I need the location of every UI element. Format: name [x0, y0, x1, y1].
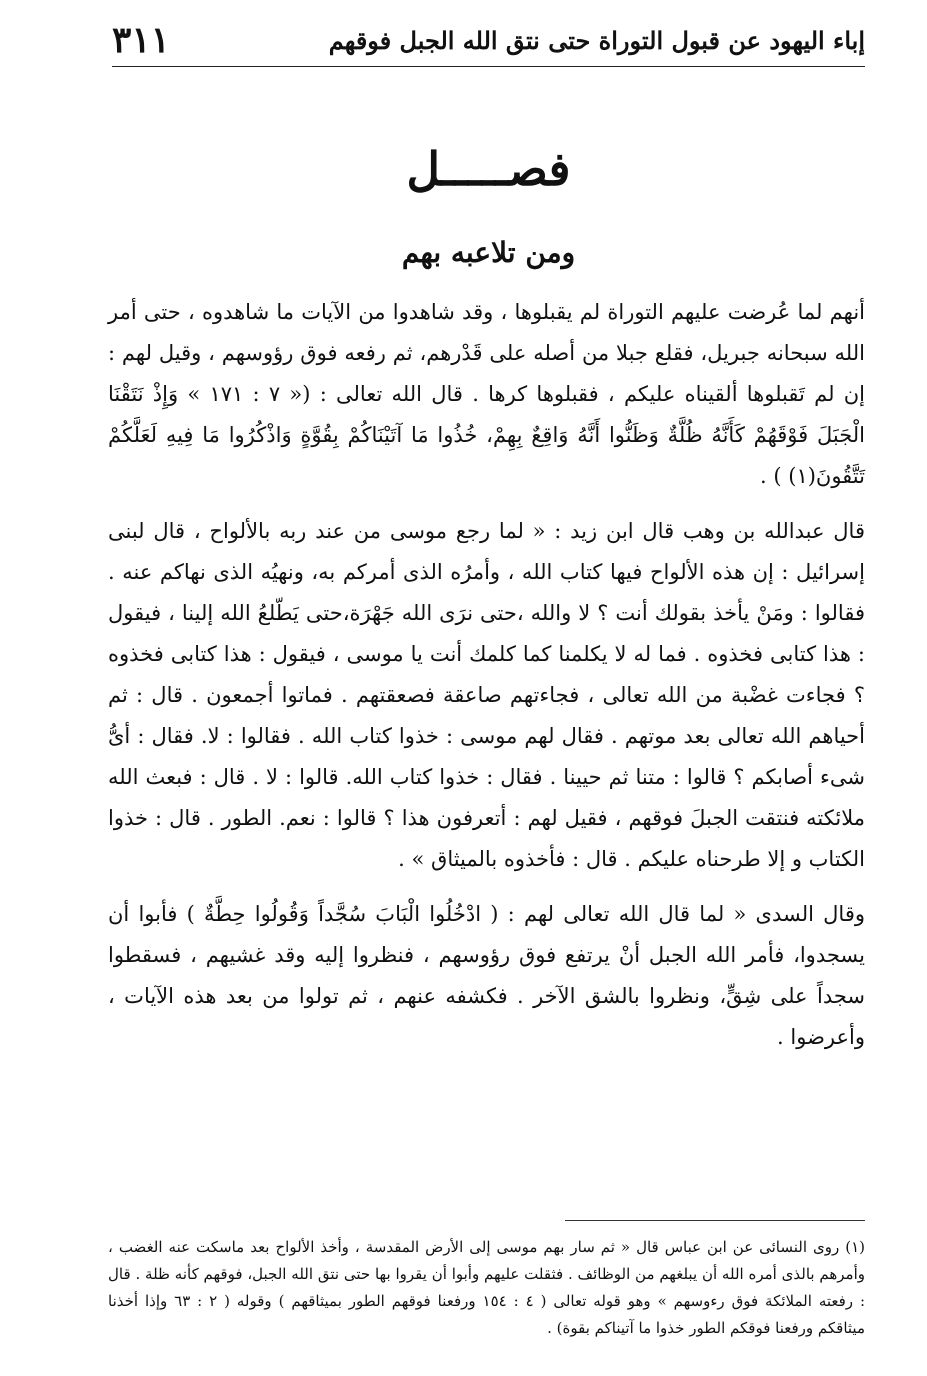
- footnote-text: (١) روى النسائى عن ابن عباس قال « ثم سار بهم موسى إلى الأرض المقدسة ، وأخذ الألواح بعد ماسكت عنه الغضب ، وأمرهم بالذى أمره الله أن يبلغهم من الوظائف . فثقلت عليهم وأبوا أن يقروا بها حتى نتق الله الجبل، فوقهم كأنه ظلة . قال : رفعته الملائكة فوق رءوسهم » وهو قوله تعالى ( ٤ : ١٥٤ ورفعنا فوقهم الطور بميثاقهم ) وقوله ( ٢ : ٦٣ وإذا أخذنا ميثاقكم ورفعنا فوقكم الطور خذوا ما آتيناكم بقوة) .: [108, 1238, 865, 1337]
- header-divider: [112, 66, 865, 67]
- page-number: ٣١١: [112, 19, 171, 61]
- paragraph: قال عبدالله بن وهب قال ابن زيد : « لما رجع موسى من عند ربه بالألواح ، قال لبنى إسرائيل : إن هذه الألواح فيها كتاب الله ، وأمرُه الذى أمركم به، ونهيُه الذى نهاكم عنه . فقالوا : ومَنْ يأخذ بقولك أنت ؟ لا والله ،حتى نرَى الله جَهْرَة،حتى يَطّلعُ الله إلينا ، فيقول : هذا كتابى فخذوه . فما له لا يكلمنا كما كلمك أنت يا موسى ، فيقول : هذا كتابى فخذوه ؟ فجاءت غضْبة من الله تعالى ، فجاءتهم صاعقة فصعقتهم . فماتوا أجمعون . قال : ثم أحياهم الله تعالى بعد موتهم . فقال لهم موسى : خذوا كتاب الله . فقالوا : لا. فقال : أىُّ شىء أصابكم ؟ قالوا : متنا ثم حيينا . فقال : خذوا كتاب الله. قالوا : لا . قال : فبعث الله ملائكته فنتقت الجبلَ فوقهم ، فقيل لهم : أتعرفون هذا ؟ قالوا : نعم. الطور . قال : خذوا الكتاب و إلا طرحناه عليكم . قال : فأخذوه بالميثاق » .: [108, 519, 865, 871]
- running-header-title: إباء اليهود عن قبول التوراة حتى نتق الله الجبل فوقهم: [328, 25, 865, 55]
- footnote-divider: [565, 1220, 865, 1221]
- section-title: فصـــــل: [406, 142, 571, 196]
- paragraph: أنهم لما عُرضت عليهم التوراة لم يقبلوها ، وقد شاهدوا من الآيات ما شاهدوه ، حتى أمر الله سبحانه جبريل، فقلع جبلا من أصله على قَدْرهم، ثم رفعه فوق رؤوسهم ، وقيل لهم : إن لم تَقبلوها ألقيناه عليكم ، فقبلوها كرها . قال الله تعالى : (« ٧ : ١٧١ » وَإِذْ نَتَقْنَا الْجَبَلَ فَوْقَهُمْ كَأَنَّهُ ظُلَّةٌ وَظَنُّوا أَنَّهُ وَاقِعٌ بِهِمْ، خُذُوا مَا آتَيْنَاكُمْ بِقُوَّةٍ وَاذْكُرُوا مَا فِيهِ لَعَلَّكُمْ تَتَّقُونَ(١) ) .: [108, 300, 865, 488]
- running-header: [112, 18, 865, 62]
- section-subtitle: ومن تلاعبه بهم: [401, 236, 576, 269]
- footnote: [108, 1234, 865, 1342]
- body-text: [108, 292, 865, 1058]
- paragraph: وقال السدى « لما قال الله تعالى لهم : ( ادْخُلُوا الْبَابَ سُجَّداً وَقُولُوا حِطَّةٌ ) فأبوا أن يسجدوا، فأمر الله الجبل أنْ يرتفع فوق رؤوسهم ، فنظروا إليه وقد غشيهم ، فسقطوا سجداً على شِقٍّ، ونظروا بالشق الآخر . فكشفه عنهم ، ثم تولوا من بعد هذه الآيات ، وأعرضوا .: [108, 902, 865, 1049]
